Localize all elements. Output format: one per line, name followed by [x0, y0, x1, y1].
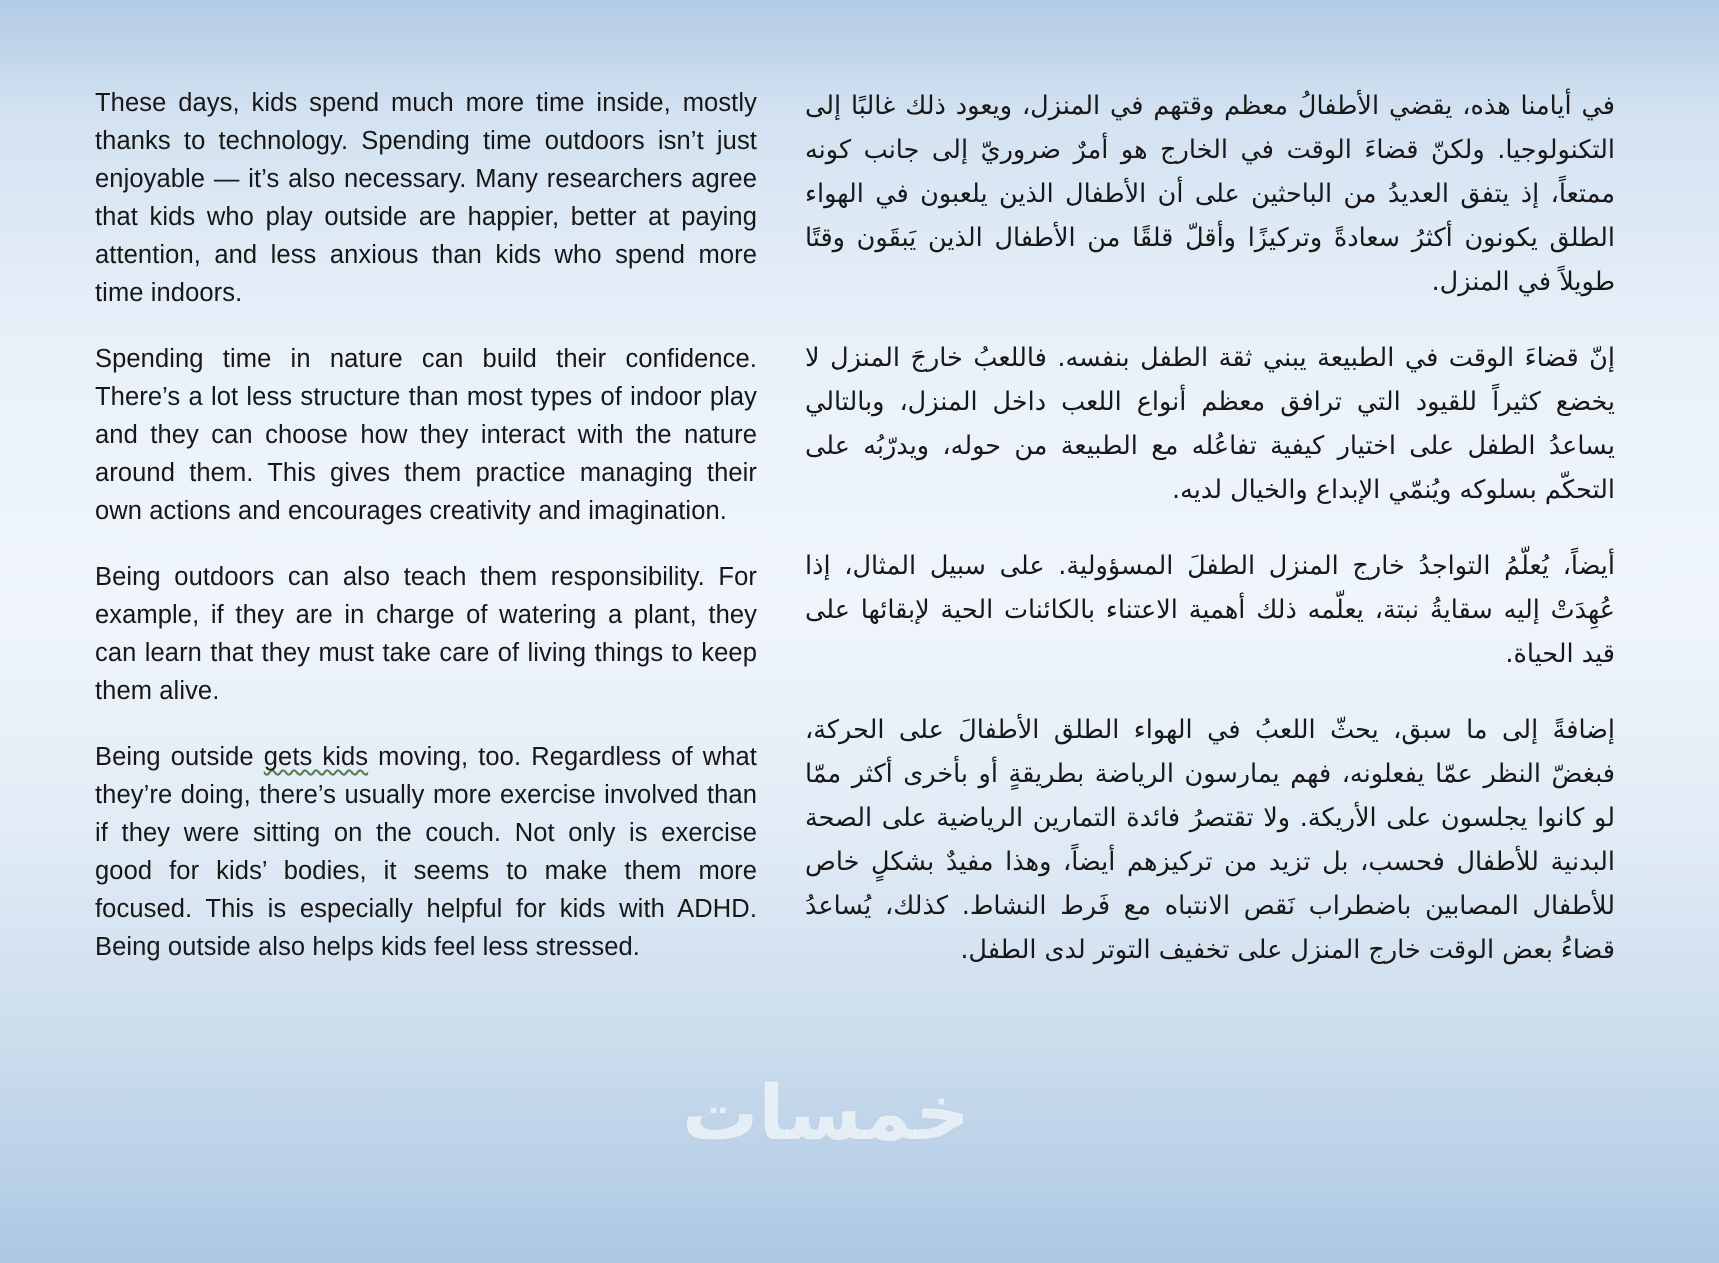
arabic-paragraph-2: إنّ قضاءَ الوقت في الطبيعة يبني ثقة الطفل بنفسه. فاللعبُ خارجَ المنزل لا يخضع كثيراً للقيود التي ترافق معظم أنواع اللعب داخل المنزل، وبالتالي يساعدُ الطفل على اختيار كيفية تفاعُله مع الطبيعة من حوله، ويدرّبُه على التحكّم بسلوكه ويُنمّي الإبداع والخيال لديه.	[805, 343, 1615, 505]
english-paragraph-1: These days, kids spend much more time inside, mostly thanks to technology. Spending time outdoors isn’t just enjoyable — it’s also necessary. Many researchers agree that kids who play outside are happier, better at paying attention, and less anxious than kids who spend more time indoors.	[95, 89, 757, 307]
arabic-paragraph-1: في أيامنا هذه، يقضي الأطفالُ معظم وقتهم في المنزل، ويعود ذلك غالبًا إلى التكنولوجيا. ولكنّ قضاءَ الوقت في الخارج هو أمرٌ ضروريّ إلى جانب كونه ممتعاً، إذ يتفق العديدُ من الباحثين على أن الأطفال الذين يلعبون في الهواء الطلق يكونون أكثرُ سعادةً وتركيزًا وأقلّ قلقًا من الأطفال الذين يَبقَون وقتًا طويلاً في المنزل.	[805, 91, 1615, 297]
grammar-check-underlined-text: gets kids	[263, 743, 369, 771]
paragraph-text: Being outside	[95, 743, 264, 771]
english-paragraph-4	[95, 738, 757, 966]
english-paragraph-3: Being outdoors can also teach them responsibility. For example, if they are in charge of watering a plant, they can learn that they must take care of living things to keep them alive.	[95, 563, 757, 705]
arabic-paragraph-4: إضافةً إلى ما سبق، يحثّ اللعبُ في الهواء الطلق الأطفالَ على الحركة، فبغضّ النظر عمّا يفعلونه، فهم يمارسون الرياضة بطريقةٍ أو بأخرى أكثر ممّا لو كانوا يجلسون على الأريكة. ولا تقتصرُ فائدة التمارين الرياضية على الصحة البدنية للأطفال فحسب، بل تزيد من تركيزهم أيضاً، وهذا مفيدٌ بشكلٍ خاص للأطفال المصابين باضطراب نَقص الانتباه مع فَرط النشاط. كذلك، يُساعدُ قضاءُ بعض الوقت خارج المنزل على تخفيف التوتر لدى الطفل.	[805, 715, 1615, 965]
english-paragraph-2: Spending time in nature can build their confidence. There’s a lot less structure than most types of indoor play and they can choose how they interact with the nature around them. This gives them practice managing their own actions and encourages creativity and imagination.	[95, 345, 757, 525]
paragraph-text: moving, too. Regardless of what they’re doing, there’s usually more exercise involved than if they were sitting on the couch. Not only is exercise good for kids’ bodies, it seems to make them more focused. This is especially helpful for kids with ADHD. Being outside also helps kids feel less stressed.	[95, 743, 757, 961]
arabic-paragraph-3: أيضاً، يُعلّمُ التواجدُ خارج المنزل الطفلَ المسؤولية. على سبيل المثال، إذا عُهِدَتْ إليه سقايةُ نبتة، يعلّمه ذلك أهمية الاعتناء بالكائنات الحية لإبقائها على قيد الحياة.	[805, 551, 1615, 669]
arabic-column	[805, 84, 1615, 1004]
english-column	[95, 84, 757, 994]
watermark: خمسات	[682, 1068, 970, 1157]
